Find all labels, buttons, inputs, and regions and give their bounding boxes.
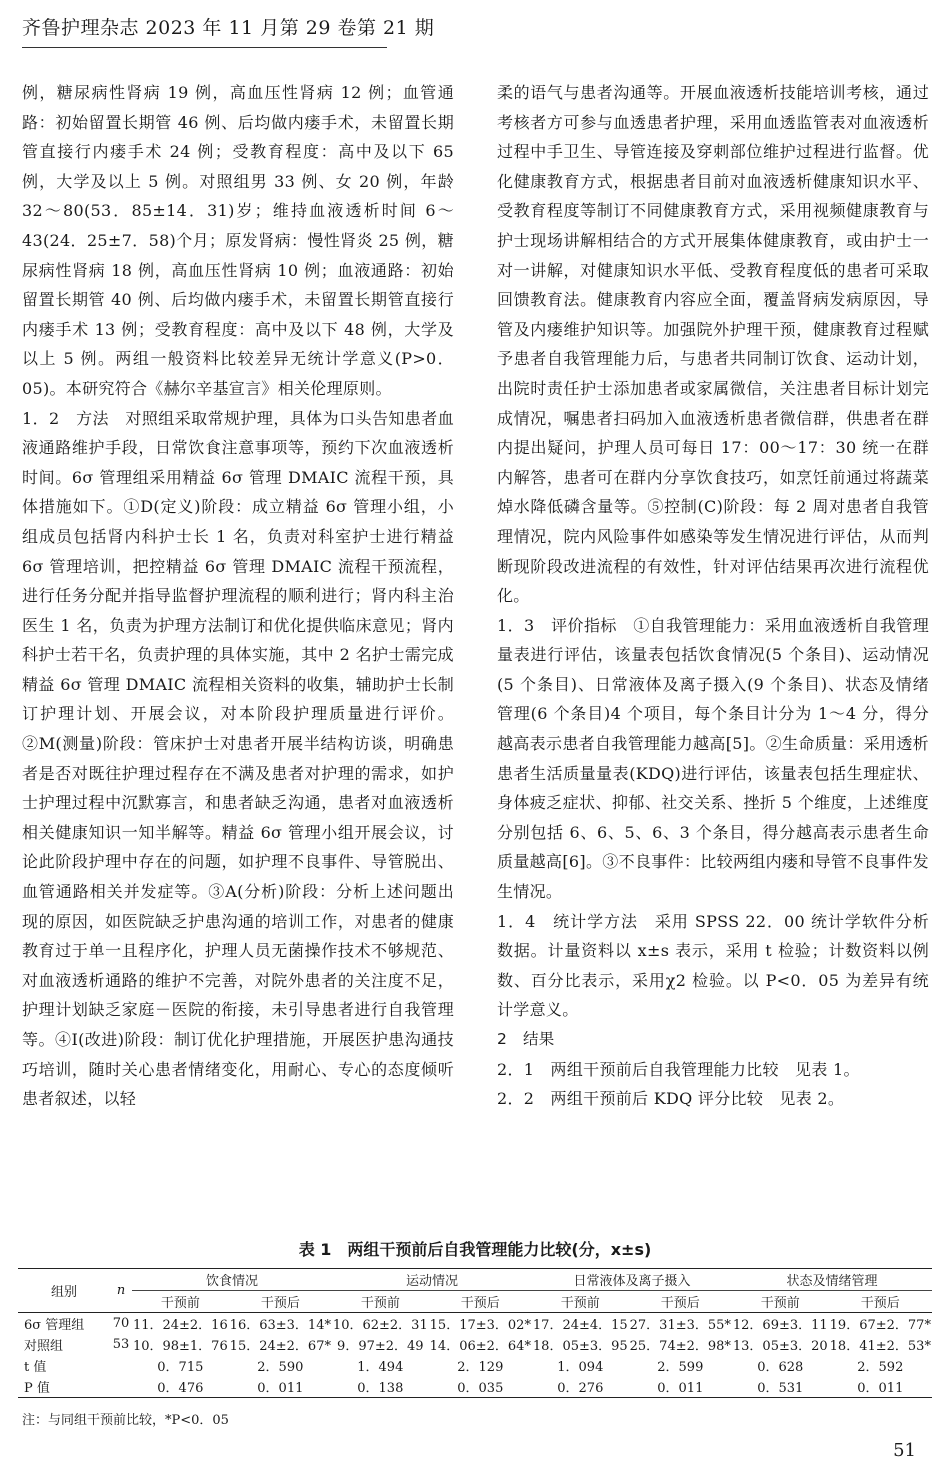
table-cell: 0．011 <box>629 1376 732 1398</box>
table-cell: 1．494 <box>357 1360 404 1375</box>
table-row <box>18 1334 932 1355</box>
paragraph: 1．4 统计学方法 采用 SPSS 22．00 统计学软件分析数据。计量资料以 x±s 表示，采用 t 检验；计数资料以例数、百分比表示，采用χ2 检验。以 P<0．05 为差异有统计学意义。 <box>497 911 929 1020</box>
row-n: 53 <box>112 1337 130 1352</box>
table-row <box>18 1376 932 1398</box>
table-cell: 1．094 <box>557 1360 604 1375</box>
table-cell: 0．531 <box>732 1376 829 1398</box>
table-row <box>18 1313 932 1335</box>
row-n <box>110 1376 132 1398</box>
header-n: n <box>110 1269 132 1313</box>
header-pre: 干预前 <box>732 1291 829 1313</box>
table-row <box>18 1355 932 1376</box>
table-body <box>18 1313 932 1398</box>
table-cell: 18．05±3．95 <box>532 1339 628 1354</box>
table-cell: 2．590 <box>257 1360 304 1375</box>
table-cell: 0．035 <box>429 1376 532 1398</box>
table-cell: 16．63±3．14* <box>229 1318 331 1333</box>
table-cell: 0．476 <box>132 1376 229 1398</box>
table-cell: 25．74±2．98* <box>629 1339 731 1354</box>
table-cell: 17．24±4．15 <box>532 1318 628 1333</box>
paragraph: 2．2 两组干预前后 KDQ 评分比较 见表 2。 <box>497 1089 845 1109</box>
row-label: t 值 <box>24 1360 47 1375</box>
table-cell: 15．24±2．67* <box>229 1339 331 1354</box>
table-cell: 2．592 <box>857 1360 904 1375</box>
table-cell: 19．67±2．77* <box>829 1318 931 1333</box>
row-label: P 值 <box>18 1376 110 1398</box>
right-column <box>497 78 929 1114</box>
row-n <box>110 1355 132 1376</box>
row-n: 70 <box>112 1316 130 1331</box>
header-pre: 干预前 <box>332 1291 429 1313</box>
header-category: 运动情况 <box>332 1269 532 1291</box>
table-title: 表 1 两组干预前后自我管理能力比较(分，x±s) <box>298 1240 652 1259</box>
table-cell: 13．05±3．20 <box>732 1339 828 1354</box>
row-label: 对照组 <box>24 1339 64 1354</box>
header-post: 干预后 <box>829 1291 932 1313</box>
table-cell: 27．31±3．55* <box>629 1318 731 1333</box>
table-cell: 9．97±2．49 <box>337 1339 424 1354</box>
left-column <box>22 78 454 1114</box>
header-category: 状态及情绪管理 <box>732 1269 932 1291</box>
table-cell: 0．715 <box>157 1360 204 1375</box>
table-cell: 14．06±2．64* <box>429 1339 531 1354</box>
table-cell: 0．011 <box>229 1376 332 1398</box>
table-cell: 2．129 <box>457 1360 504 1375</box>
table-cell: 12．69±3．11 <box>732 1318 828 1333</box>
header-group: 组别 <box>18 1269 110 1313</box>
table-cell: 0．276 <box>532 1376 629 1398</box>
header-pre: 干预前 <box>532 1291 629 1313</box>
table-cell: 0．628 <box>757 1360 804 1375</box>
paragraph: 例，糖尿病性肾病 19 例，高血压性肾病 12 例；血管通路：初始留置长期管 46 例、后均做内瘘手术，未留置长期管直接行内瘘手术 24 例；受教育程度：高中及以下 65 例，大学及以上 5 例。对照组男 33 例、女 20 例，年龄 32～80(53．85±14．31)岁；维持血液透析时间 6～43(24．25±7．58)个月；原发肾病：慢性肾炎 25 例，糖尿病性肾病 18 例，高血压性肾病 10 例；血液通路：初始留置长期管 40 例、后均做内瘘手术，未留置长期管直接行内瘘手术 13 例；受教育程度：高中及以下 48 例，大学及以上 5 例。两组一般资料比较差异无统计学意义(P>0．05)。本研究符合《赫尔辛基宣言》相关伦理原则。 <box>22 83 454 398</box>
page-number: 51 <box>893 1440 916 1461</box>
header-post: 干预后 <box>229 1291 332 1313</box>
paragraph: 2．1 两组干预前后自我管理能力比较 见表 1。 <box>497 1059 860 1079</box>
header-post: 干预后 <box>429 1291 532 1313</box>
table-cell: 15．17±3．02* <box>429 1318 531 1333</box>
paragraph: 1．2 方法 对照组采取常规护理，具体为口头告知患者血液通路维护手段，日常饮食注意事项等，预约下次血液透析时间。6σ 管理组采用精益 6σ 管理 DMAIC 流程干预，具体措施如下。①D(定义)阶段：成立精益 6σ 管理小组，小组成员包括肾内科护士长 1 名，负责对科室护士进行精益 6σ 管理培训，把控精益 6σ 管理 DMAIC 流程干预流程，进行任务分配并指导监督护理流程的顺利进行；肾内科主治医生 1 名，负责为护理方法制订和优化提供临床意见；肾内科护士若干名，负责护理的具体实施，其中 2 名护士需完成精益 6σ 管理 DMAIC 流程相关资料的收集，辅助护士长制订护理计划、开展会议，对本阶段护理质量进行评价。②M(测量)阶段：管床护士对患者开展半结构访谈，明确患者是否对既往护理过程存在不满及患者对护理的需求，如护士护理过程中沉默寡言，和患者缺乏沟通，患者对血液透析相关健康知识一知半解等。精益 6σ 管理小组开展会议，讨论此阶段护理中存在的问题，如护理不良事件、导管脱出、血管通路相关并发症等。③A(分析)阶段：分析上述问题出现的原因，如医院缺乏护患沟通的培训工作，对患者的健康教育过于单一且程序化，护理人员无菌操作技术不够规范、对血液透析通路的维护不完善，对院外患者的关注度不足，护理计划缺乏家庭－医院的衔接，未引导患者进行自我管理等。④I(改进)阶段：制订优化护理措施，开展医护患沟通技巧培训，随时关心患者情绪变化，用耐心、专心的态度倾听患者叙述，以轻 <box>22 408 454 1109</box>
table-cell: 11．24±2．16 <box>132 1318 228 1333</box>
table-cell: 0．138 <box>332 1376 429 1398</box>
row-label: 6σ 管理组 <box>24 1318 85 1333</box>
paragraph: 柔的语气与患者沟通等。开展血液透析技能培训考核，通过考核者方可参与血透患者护理，采用血透监管表对血液透析过程中手卫生、导管连接及穿刺部位维护过程进行监督。优化健康教育方式，根据患者目前对血液透析健康知识水平、受教育程度等制订不同健康教育方式，采用视频健康教育与护士现场讲解相结合的方式开展集体健康教育，或由护士一对一讲解，对健康知识水平低、受教育程度低的患者可采取回馈教育法。健康教育内容应全面，覆盖肾病发病原因，导管及内瘘维护知识等。加强院外护理干预，健康教育过程赋予患者自我管理能力后，与患者共同制订饮食、运动计划，出院时责任护士添加患者或家属微信，关注患者目标计划完成情况，嘱患者扫码加入血液透析患者微信群，供患者在群内提出疑问，护理人员可每日 17：00～17：30 统一在群内解答，患者可在群内分享饮食技巧，如烹饪前通过将蔬菜焯水降低磷含量等。⑤控制(C)阶段：每 2 周对患者自我管理情况，院内风险事件如感染等发生情况进行评估，从而判断现阶段改进流程的有效性，针对评估结果再次进行流程优化。 <box>497 83 929 606</box>
header-post: 干预后 <box>629 1291 732 1313</box>
header-category: 饮食情况 <box>132 1269 332 1291</box>
header-pre: 干预前 <box>132 1291 229 1313</box>
table-cell: 18．41±2．53* <box>829 1339 931 1354</box>
section-heading: 2 结果 <box>497 1030 555 1048</box>
header-rule <box>22 47 387 48</box>
paragraph: 1．3 评价指标 ①自我管理能力：采用血液透析自我管理量表进行评估，该量表包括饮食情况(5 个条目)、运动情况(5 个条目)、日常液体及离子摄入(9 个条目)、状态及情绪管理(6 个条目)4 个项目，每个条目计分为 1～4 分，得分越高表示患者自我管理能力越高[5]。②生命质量：采用透析患者生活质量量表(KDQ)进行评估，该量表包括生理症状、身体疲乏症状、抑郁、社交关系、挫折 5 个维度，上述维度分别包括 6、6、5、6、3 个条目，得分越高表示患者生命质量越高[6]。③不良事件：比较两组内瘘和导管不良事件发生情况。 <box>497 615 929 902</box>
table-cell: 10．98±1．76 <box>132 1339 228 1354</box>
table-cell: 10．62±2．31 <box>332 1318 428 1333</box>
journal-header: 齐鲁护理杂志 2023 年 11 月第 29 卷第 21 期 <box>22 17 435 39</box>
results-table <box>18 1268 932 1398</box>
header-category: 日常液体及离子摄入 <box>532 1269 732 1291</box>
table-note: 注：与同组干预前比较，*P<0．05 <box>22 1413 229 1428</box>
table-cell: 2．599 <box>657 1360 704 1375</box>
table-cell: 0．011 <box>829 1376 932 1398</box>
